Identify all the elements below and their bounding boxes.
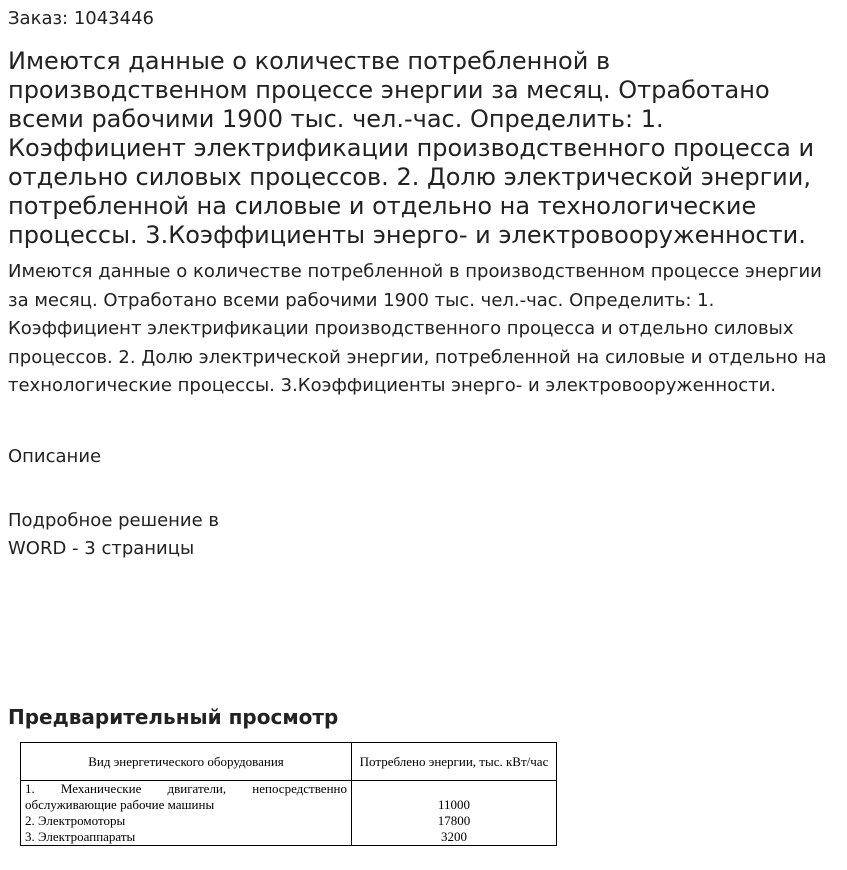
table-row — [21, 781, 557, 846]
table-row-3-value: 3200 — [441, 829, 467, 844]
table-header-row — [21, 743, 557, 781]
description-label: Описание — [8, 446, 102, 467]
table-row-2-text: 2. Электромоторы — [25, 813, 126, 828]
preview-table — [20, 742, 557, 846]
order-number: Заказ: 1043446 — [8, 8, 154, 29]
solution-details — [8, 507, 219, 563]
table-header-equipment: Вид энергетического оборудования — [21, 743, 352, 781]
table-row-1-value: 11000 — [437, 797, 471, 812]
solution-details-line2: WORD - 3 страницы — [8, 538, 195, 559]
page-title: Имеются данные о количестве потребленной в производственном процессе энергии за месяц. Отработано всеми рабочими 1900 тыс. чел.-час. Определить: 1. Коэффициент электрификации производственного процесса и отдельно силовых процессов. 2. Долю электрической энергии, потребленной на силовые и отдельно на технологические процессы. 3.Коэффициенты энерго- и электровооруженности. — [8, 47, 815, 249]
table-cell-energy — [352, 781, 557, 846]
table-row-3-text: 3. Электроаппараты — [25, 829, 136, 844]
table-header-energy: Потреблено энергии, тыс. кВт/час — [352, 743, 557, 781]
table-row-1-text-a: 1. Механические двигатели, непосредственно — [25, 781, 347, 796]
table-cell-equipment — [21, 781, 352, 846]
table-row-2-value: 17800 — [437, 813, 471, 828]
preview-heading: Предварительный просмотр — [8, 705, 339, 729]
solution-details-line1: Подробное решение в — [8, 510, 220, 531]
table-row-1-text-b: обслуживающие рабочие машины — [25, 797, 215, 812]
description-text: Имеются данные о количестве потребленной в производственном процессе энергии за месяц. Отработано всеми рабочими 1900 тыс. чел.-час. Определить: 1. Коэффициент электрификации производственного процесса и отдельно силовых процессов. 2. Долю электрической энергии, потребленной на силовые и отдельно на технологические процессы. 3.Коэффициенты энерго- и электровооруженности. — [8, 261, 827, 397]
